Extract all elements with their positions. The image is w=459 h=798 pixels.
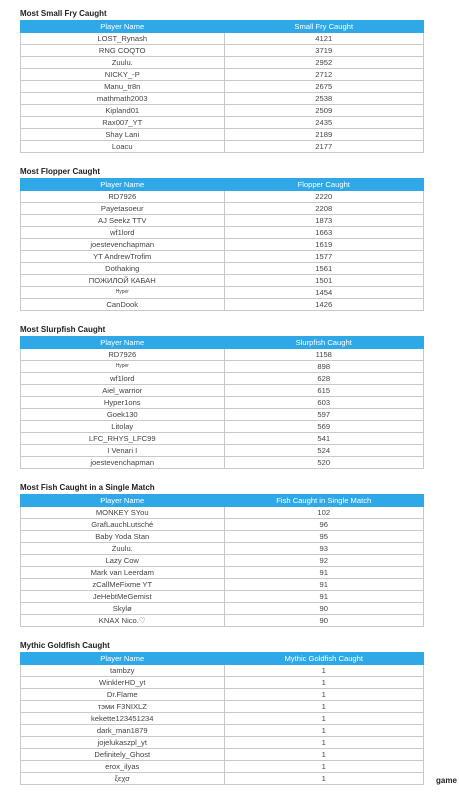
player-name-cell: Loacu	[21, 141, 225, 153]
player-name-cell: joestevenchapman	[21, 457, 225, 469]
value-cell: 2712	[224, 69, 424, 81]
value-cell: 2435	[224, 117, 424, 129]
leaderboard-table	[20, 20, 424, 153]
value-cell: 91	[224, 567, 424, 579]
column-header-player-name: Player Name	[21, 179, 225, 191]
player-name-cell: wf1lord	[21, 373, 225, 385]
column-header-player-name: Player Name	[21, 653, 225, 665]
section-title: Mythic Goldfish Caught	[20, 641, 110, 650]
table-row	[21, 421, 424, 433]
value-cell: 90	[224, 615, 424, 627]
value-cell: 102	[224, 507, 424, 519]
table-row	[21, 749, 424, 761]
column-header-value: Mythic Goldfish Caught	[224, 653, 424, 665]
value-cell: 541	[224, 433, 424, 445]
section-title: Most Fish Caught in a Single Match	[20, 483, 155, 492]
table-row	[21, 33, 424, 45]
value-cell: 2675	[224, 81, 424, 93]
leaderboard-section	[20, 324, 424, 469]
player-name-cell: Hyper	[21, 361, 225, 373]
player-name-cell: kekette123451234	[21, 713, 225, 725]
value-cell: 92	[224, 555, 424, 567]
leaderboard-table	[20, 336, 424, 469]
player-name-cell: RD7926	[21, 191, 225, 203]
table-header-row	[21, 495, 424, 507]
value-cell: 1	[224, 713, 424, 725]
table-row	[21, 203, 424, 215]
table-row	[21, 275, 424, 287]
table-row	[21, 81, 424, 93]
value-cell: 1	[224, 701, 424, 713]
value-cell: 615	[224, 385, 424, 397]
table-header-row	[21, 21, 424, 33]
value-cell: 4121	[224, 33, 424, 45]
value-cell: 1501	[224, 275, 424, 287]
value-cell: 1561	[224, 263, 424, 275]
player-name-cell: dark_man1879	[21, 725, 225, 737]
table-row	[21, 397, 424, 409]
value-cell: 1663	[224, 227, 424, 239]
table-row	[21, 713, 424, 725]
player-name-cell: Hyper1ons	[21, 397, 225, 409]
value-cell: 2189	[224, 129, 424, 141]
player-name-cell: Kipland01	[21, 105, 225, 117]
column-header-value: Fish Caught in Single Match	[224, 495, 424, 507]
player-name-cell: jojelukaszpl_yt	[21, 737, 225, 749]
leaderboard-section	[20, 8, 424, 153]
table-row	[21, 519, 424, 531]
table-row	[21, 93, 424, 105]
player-name-cell: LOST_Rynash	[21, 33, 225, 45]
player-name-cell: Skylø	[21, 603, 225, 615]
value-cell: 597	[224, 409, 424, 421]
leaderboard-section	[20, 640, 424, 785]
player-name-cell: ПОЖИЛОЙ КАБАН	[21, 275, 225, 287]
value-cell: 1	[224, 677, 424, 689]
table-row	[21, 299, 424, 311]
value-cell: 1	[224, 737, 424, 749]
value-cell: 2509	[224, 105, 424, 117]
player-name-cell: тэми F3NIXLZ	[21, 701, 225, 713]
leaderboard-table	[20, 652, 424, 785]
table-row	[21, 409, 424, 421]
table-row	[21, 287, 424, 299]
player-name-cell: Baby Yoda Stan	[21, 531, 225, 543]
value-cell: 1	[224, 749, 424, 761]
player-name-cell: Zuulu.	[21, 543, 225, 555]
player-name-cell: Dr.Flame	[21, 689, 225, 701]
table-row	[21, 263, 424, 275]
player-name-cell: Shay Lani	[21, 129, 225, 141]
table-row	[21, 665, 424, 677]
value-cell: 1	[224, 689, 424, 701]
player-name-cell: tambzy	[21, 665, 225, 677]
column-header-value: Slurpfish Caught	[224, 337, 424, 349]
player-name-cell: ξεχσ	[21, 773, 225, 785]
player-name-cell: LFC_RHYS_LFC99	[21, 433, 225, 445]
leaderboard-section	[20, 166, 424, 311]
player-name-cell: Mark van Leerdam	[21, 567, 225, 579]
value-cell: 1619	[224, 239, 424, 251]
value-cell: 91	[224, 579, 424, 591]
table-row	[21, 385, 424, 397]
value-cell: 1426	[224, 299, 424, 311]
player-name-cell: erox_ilyas	[21, 761, 225, 773]
player-name-cell: Litolay	[21, 421, 225, 433]
table-row	[21, 239, 424, 251]
value-cell: 1454	[224, 287, 424, 299]
player-name-cell: GrafLauchLutsché	[21, 519, 225, 531]
value-cell: 603	[224, 397, 424, 409]
table-row	[21, 701, 424, 713]
value-cell: 2538	[224, 93, 424, 105]
column-header-player-name: Player Name	[21, 21, 225, 33]
leaderboards	[20, 8, 424, 798]
table-row	[21, 761, 424, 773]
value-cell: 1	[224, 665, 424, 677]
table-row	[21, 191, 424, 203]
table-row	[21, 45, 424, 57]
player-name-cell: RNG COQTO	[21, 45, 225, 57]
table-row	[21, 57, 424, 69]
table-row	[21, 591, 424, 603]
table-row	[21, 457, 424, 469]
value-cell: 1	[224, 761, 424, 773]
player-name-cell: Dothaking	[21, 263, 225, 275]
player-name-cell: YT AndrewTrofim	[21, 251, 225, 263]
table-row	[21, 117, 424, 129]
table-row	[21, 433, 424, 445]
table-row	[21, 579, 424, 591]
value-cell: 2177	[224, 141, 424, 153]
table-row	[21, 567, 424, 579]
value-cell: 3719	[224, 45, 424, 57]
table-row	[21, 555, 424, 567]
table-row	[21, 129, 424, 141]
table-row	[21, 531, 424, 543]
table-row	[21, 737, 424, 749]
column-header-value: Flopper Caught	[224, 179, 424, 191]
column-header-value: Small Fry Caught	[224, 21, 424, 33]
player-name-cell: Lazy Cow	[21, 555, 225, 567]
player-name-cell: mathmath2003	[21, 93, 225, 105]
column-header-player-name: Player Name	[21, 495, 225, 507]
table-row	[21, 615, 424, 627]
player-name-cell: WinklerHD_yt	[21, 677, 225, 689]
section-title: Most Small Fry Caught	[20, 9, 107, 18]
value-cell: 93	[224, 543, 424, 555]
value-cell: 96	[224, 519, 424, 531]
value-cell: 520	[224, 457, 424, 469]
value-cell: 1	[224, 773, 424, 785]
player-name-cell: KNAX Nico.♡	[21, 615, 225, 627]
section-title: Most Flopper Caught	[20, 167, 100, 176]
player-name-cell: RD7926	[21, 349, 225, 361]
player-name-cell: I Venari I	[21, 445, 225, 457]
value-cell: 95	[224, 531, 424, 543]
player-name-cell: MONKEY SYou	[21, 507, 225, 519]
player-name-cell: zCallMeFixme YT	[21, 579, 225, 591]
player-name-cell: JeHebtMeGemist	[21, 591, 225, 603]
player-name-cell: Payetasoeur	[21, 203, 225, 215]
player-name-cell: Goek130	[21, 409, 225, 421]
player-name-cell: Rax007_YT	[21, 117, 225, 129]
leaderboard-table	[20, 494, 424, 627]
player-name-cell: Aiel_warrior	[21, 385, 225, 397]
value-cell: 898	[224, 361, 424, 373]
value-cell: 569	[224, 421, 424, 433]
player-name-cell: Definitely_Ghost	[21, 749, 225, 761]
table-row	[21, 677, 424, 689]
player-name-cell: wf1lord	[21, 227, 225, 239]
leaderboard-section	[20, 482, 424, 627]
value-cell: 91	[224, 591, 424, 603]
table-row	[21, 215, 424, 227]
value-cell: 90	[224, 603, 424, 615]
table-row	[21, 445, 424, 457]
table-row	[21, 361, 424, 373]
value-cell: 628	[224, 373, 424, 385]
value-cell: 1577	[224, 251, 424, 263]
table-row	[21, 773, 424, 785]
table-row	[21, 725, 424, 737]
table-row	[21, 105, 424, 117]
section-title: Most Slurpfish Caught	[20, 325, 106, 334]
player-name-cell: Zuulu.	[21, 57, 225, 69]
table-row	[21, 69, 424, 81]
player-name-cell: AJ Seekz TTV	[21, 215, 225, 227]
player-name-cell: Hyper	[21, 287, 225, 299]
table-row	[21, 507, 424, 519]
column-header-player-name: Player Name	[21, 337, 225, 349]
table-row	[21, 543, 424, 555]
value-cell: 2220	[224, 191, 424, 203]
table-header-row	[21, 179, 424, 191]
corner-label: game	[436, 776, 457, 785]
player-name-cell: CanDook	[21, 299, 225, 311]
value-cell: 524	[224, 445, 424, 457]
value-cell: 1	[224, 725, 424, 737]
table-row	[21, 373, 424, 385]
table-row	[21, 141, 424, 153]
table-row	[21, 689, 424, 701]
value-cell: 2208	[224, 203, 424, 215]
table-row	[21, 251, 424, 263]
table-header-row	[21, 653, 424, 665]
player-name-cell: Manu_tr8n	[21, 81, 225, 93]
table-row	[21, 227, 424, 239]
value-cell: 2952	[224, 57, 424, 69]
player-name-cell: joestevenchapman	[21, 239, 225, 251]
player-name-cell: NICKY_-P	[21, 69, 225, 81]
leaderboard-table	[20, 178, 424, 311]
table-header-row	[21, 337, 424, 349]
table-row	[21, 603, 424, 615]
value-cell: 1873	[224, 215, 424, 227]
table-row	[21, 349, 424, 361]
value-cell: 1158	[224, 349, 424, 361]
